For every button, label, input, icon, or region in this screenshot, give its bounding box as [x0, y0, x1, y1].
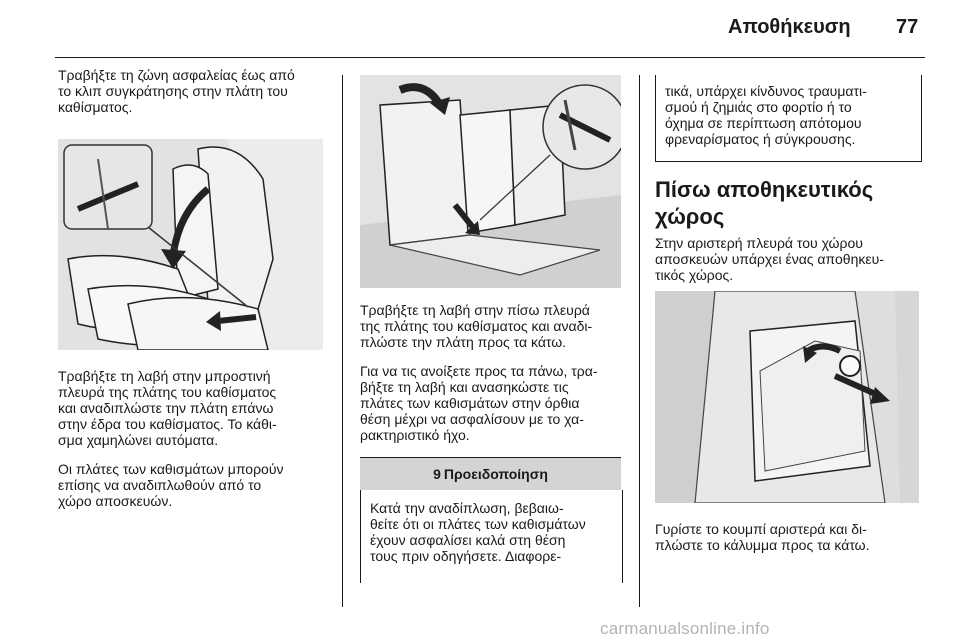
text-line: βήξτε τη λαβή και ανασηκώστε τις [360, 379, 569, 395]
text-line: πλάτες των καθισμάτων στην όρθια [360, 395, 580, 411]
text-line: Τραβήξτε τη λαβή στην μπροστινή [58, 368, 271, 384]
text-line: τικός χώρος. [655, 267, 734, 283]
seat-fold-forward-drawing [58, 139, 323, 350]
text-line: φρεναρίσματος ή σύγκρουσης. [665, 131, 856, 147]
warning-title: Προειδοποίηση [443, 466, 548, 482]
warning-icon: 9 [433, 466, 441, 482]
text-line: πλώστε την πλάτη προς τα κάτω. [360, 334, 567, 350]
text-line: Κατά την αναδίπλωση, βεβαιω- [370, 500, 564, 516]
warning-box [360, 490, 623, 583]
left-intro-text [58, 67, 340, 115]
middle-instruction-text [360, 363, 630, 443]
warning-box-continued [655, 75, 922, 162]
text-line: Τραβήξτε τη λαβή στην πίσω πλευρά [360, 302, 590, 318]
warning-header [360, 457, 621, 490]
text-line: επίσης να αναδιπλωθούν από το [58, 477, 262, 493]
heading-line: Πίσω αποθηκευτικός [655, 177, 874, 202]
text-line: Για να τις ανοίξετε προς τα πάνω, τρα- [360, 363, 598, 379]
text-line: όχημα σε περίπτωση απότομου [665, 115, 862, 131]
text-line: Γυρίστε το κουμπί αριστερά και δι- [655, 521, 867, 537]
section-body-text [655, 235, 930, 283]
text-line: τους πριν οδηγήσετε. Διαφορε- [370, 548, 562, 564]
text-line: χώρο αποσκευών. [58, 493, 173, 509]
text-line: ρακτηριστικό ήχο. [360, 427, 470, 443]
text-line: τικά, υπάρχει κίνδυνος τραυματι- [665, 83, 867, 99]
text-line: στην έδρα του καθίσματος. Το κάθι- [58, 416, 277, 432]
text-line: σμού ή ζημιάς στο φορτίο ή το [665, 99, 852, 115]
page-number: 77 [896, 16, 919, 38]
rear-storage-illustration [655, 291, 919, 503]
watermark: carmanualsonline.info [600, 619, 770, 638]
text-line: αποσκευών υπάρχει ένας αποθηκευ- [655, 251, 884, 267]
seat-fold-from-trunk-drawing [360, 75, 621, 288]
text-line: καθίσματος. [58, 99, 133, 115]
text-line: σμα χαμηλώνει αυτόματα. [58, 432, 219, 448]
text-line: θείτε ότι οι πλάτες των καθισμάτων [370, 516, 586, 532]
text-line: πλώστε το κάλυμμα προς τα κάτω. [655, 537, 870, 553]
left-caption-text [58, 368, 340, 448]
text-line: θέση μέχρι να ασφαλίσουν με το χα- [360, 411, 584, 427]
section-heading [655, 176, 873, 230]
page-section-title: Αποθήκευση [728, 16, 851, 38]
column-divider-left [342, 75, 343, 607]
left-note-text [58, 461, 340, 509]
warning-continued-text [665, 83, 919, 147]
rear-storage-drawing [655, 291, 919, 503]
text-line: Στην αριστερή πλευρά του χώρου [655, 235, 863, 251]
text-line: το κλιπ συγκράτησης στην πλάτη του [58, 83, 288, 99]
right-caption-text [655, 521, 930, 553]
text-line: της πλάτης του καθίσματος και αναδι- [360, 318, 593, 334]
text-line: πλευρά της πλάτης του καθίσματος [58, 384, 277, 400]
middle-caption-text [360, 302, 630, 350]
text-line: Οι πλάτες των καθισμάτων μπορούν [58, 461, 284, 477]
text-line: έχουν ασφαλίσει καλά στη θέση [370, 532, 566, 548]
header-divider [55, 57, 925, 58]
text-line: και αναδιπλώστε την πλάτη επάνω [58, 400, 274, 416]
warning-text [370, 500, 620, 564]
column-divider-right [639, 75, 640, 607]
heading-line: χώρος [655, 204, 725, 229]
seat-fold-from-trunk-illustration [360, 75, 621, 288]
seat-fold-forward-illustration [58, 139, 323, 350]
text-line: Τραβήξτε τη ζώνη ασφαλείας έως από [58, 67, 295, 83]
